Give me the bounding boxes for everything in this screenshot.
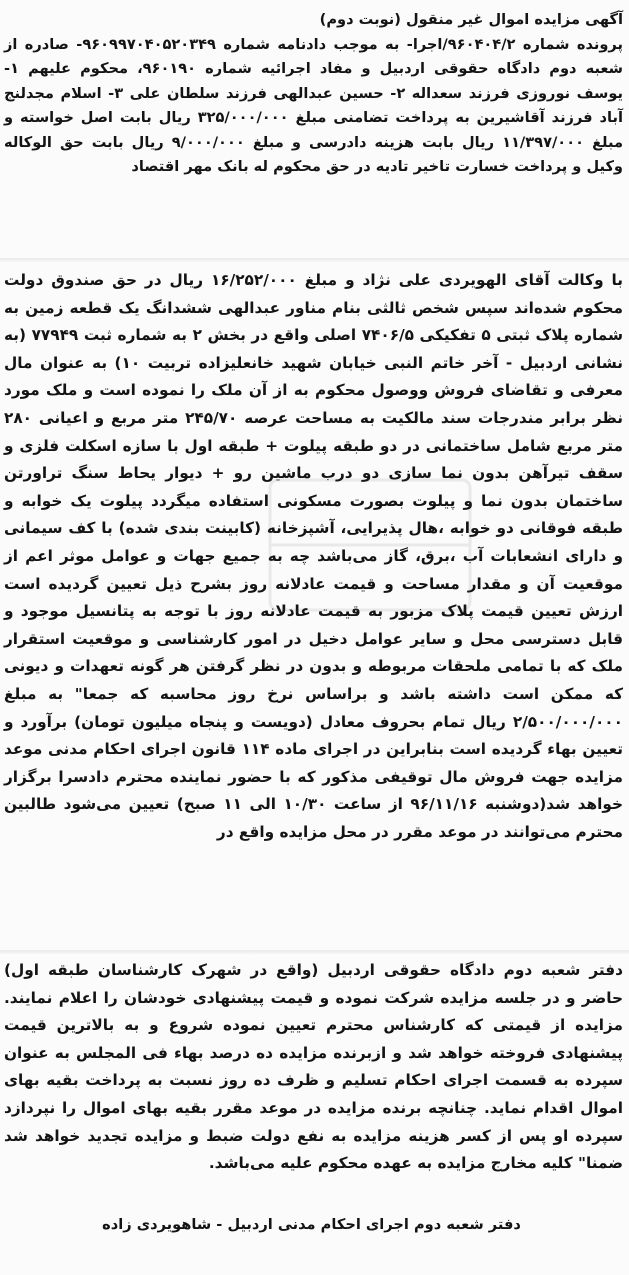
notice-paragraph-case: پرونده شماره ۹۶۰۴۰۴/۲/اجرا- به موجب دادنامه شماره ۹۶۰۹۹۷۰۴۰۵۲۰۳۴۹- صادره از شعبه دوم دادگاه حقوقی اردبیل و مفاد اجرائیه شماره ۹۶۰۱۹۰، محکوم علیهم ۱- یوسف نوروزی فرزند سعداله ۲- حسین عبدالهی فرزند سلطان علی ۳- اسلام مجدلنج آباد فرزند آقاشیرین به پرداخت تضامنی مبلغ ۳۲۵/۰۰۰/۰۰۰ ریال بابت اصل خواسته و مبلغ ۱۱/۳۹۷/۰۰۰ ریال بابت هزینه دادرسی و مبلغ ۹/۰۰۰/۰۰۰ ریال بابت حق الوکاله وکیل و پرداخت خسارت تاخیر تادیه در حق محکوم له بانک مهر اقتصاد bbox=[4, 35, 624, 175]
notice-header-block bbox=[4, 8, 623, 180]
column-seam bbox=[0, 950, 629, 956]
column-seam bbox=[0, 258, 629, 264]
notice-terms-block bbox=[4, 957, 623, 1178]
notice-signature: دفتر شعبه دوم اجرای احکام مدنی اردبیل - شاهویردی زاده bbox=[102, 1216, 521, 1233]
notice-title: آگهی مزایده اموال غیر منقول (نوبت دوم) bbox=[319, 11, 623, 28]
notice-paragraph-property: با وکالت آقای الهویردی علی نژاد و مبلغ ۱۶/۲۵۲/۰۰۰ ریال در حق صندوق دولت محکوم شده‌اند سپس شخص ثالثی بنام مناور عبدالهی ششدانگ یک قطعه زمین به شماره پلاک ثبتی ۵ تفکیکی ۷۴۰۶/۵ اصلی واقع در بخش ۲ به شماره ثبت ۷۷۹۴۹ (به نشانی اردبیل - آخر خاتم النبی خیابان شهید خانعلیزاده تربیت ۱۰) به عنوان مال معرفی و تقاضای فروش ووصول محکوم به از آن ملک را نموده است و ملک مورد نظر برابر مندرجات سند مالکیت به مساحت عرصه ۲۴۵/۷۰ متر مربع و اعیانی ۲۸۰ متر مربع شامل ساختمانی در دو طبقه پیلوت + طبقه اول با سازه اسکلت فلزی و سقف تیرآهن بدون نما سازی دو درب ماشین رو + دیوار یحاط سنگ تراورتن ساختمان بدون نما و پیلوت بصورت مسکونی استفاده میگردد پیلوت یک خوابه و طبقه فوقانی دو خوابه ،هال پذیرایی، آشپزخانه (کابینت بندی شده) با کف سیمانی و دارای انشعابات آب ،برق، گاز می‌باشد چه به جمیع جهات و عوامل موثر اعم از موقعیت آن و مقدار مساحت و قیمت عادلانه روز بشرح ذیل تعیین گردیده است ارزش تعیین قیمت پلاک مزبور به قیمت عادلانه روز با توجه به پتانسیل موجود و قابل دسترسی محل و سایر عوامل دخیل در امور کارشناسی و موقعیت استقرار ملک که با تمامی ملحقات مربوطه و بدون در نظر گرفتن هر گونه تعهدات و دیونی که ممکن است داشته باشد و براساس نرخ روز محاسبه که جمعا" به مبلغ ۲/۵۰۰/۰۰۰/۰۰۰ ریال تمام بحروف معادل (دویست و پنجاه میلیون تومان) برآورد و تعیین بهاء گردیده است بنابراین در اجرای ماده ۱۱۴ قانون اجرای احکام مدنی موعد مزایده جهت فروش مال توقیفی مذکور که با حضور نماینده محترم دادسرا برگزار خواهد شد(دوشنبه ۹۶/۱۱/۱۶ از ساعت ۱۰/۳۰ الی ۱۱ صبح) تعیین می‌شود طالبین محترم می‌توانند در موعد مقرر در محل مزایده واقع در bbox=[4, 271, 624, 841]
notice-body-block bbox=[4, 267, 623, 846]
notice-paragraph-terms: دفتر شعبه دوم دادگاه حقوقی اردبیل (واقع در شهرک کارشناسان طبقه اول) حاضر و در جلسه مزایده شرکت نموده و قیمت پیشنهادی خودشان را اعلام نمایند. مزایده از قیمتی که کارشناس محترم تعیین نموده شروع و به بالاترین قیمت پیشنهادی فروخته خواهد شد و ازبرنده مزایده ده درصد بهاء فی المجلس به عنوان سپرده به قسمت اجرای احکام تسلیم و ظرف ده روز نسبت به پرداخت بقیه بهای اموال اقدام نماید. چنانچه برنده مزایده در موعد مقرر بقیه بهای اموال را نپردازد سپرده او پس از کسر هزینه مزایده به نفع دولت ضبط و مزایده تجدید خواهد شد ضمنا" کلیه مخارج مزایده به عهده محکوم علیه می‌باشد. bbox=[4, 961, 623, 1173]
